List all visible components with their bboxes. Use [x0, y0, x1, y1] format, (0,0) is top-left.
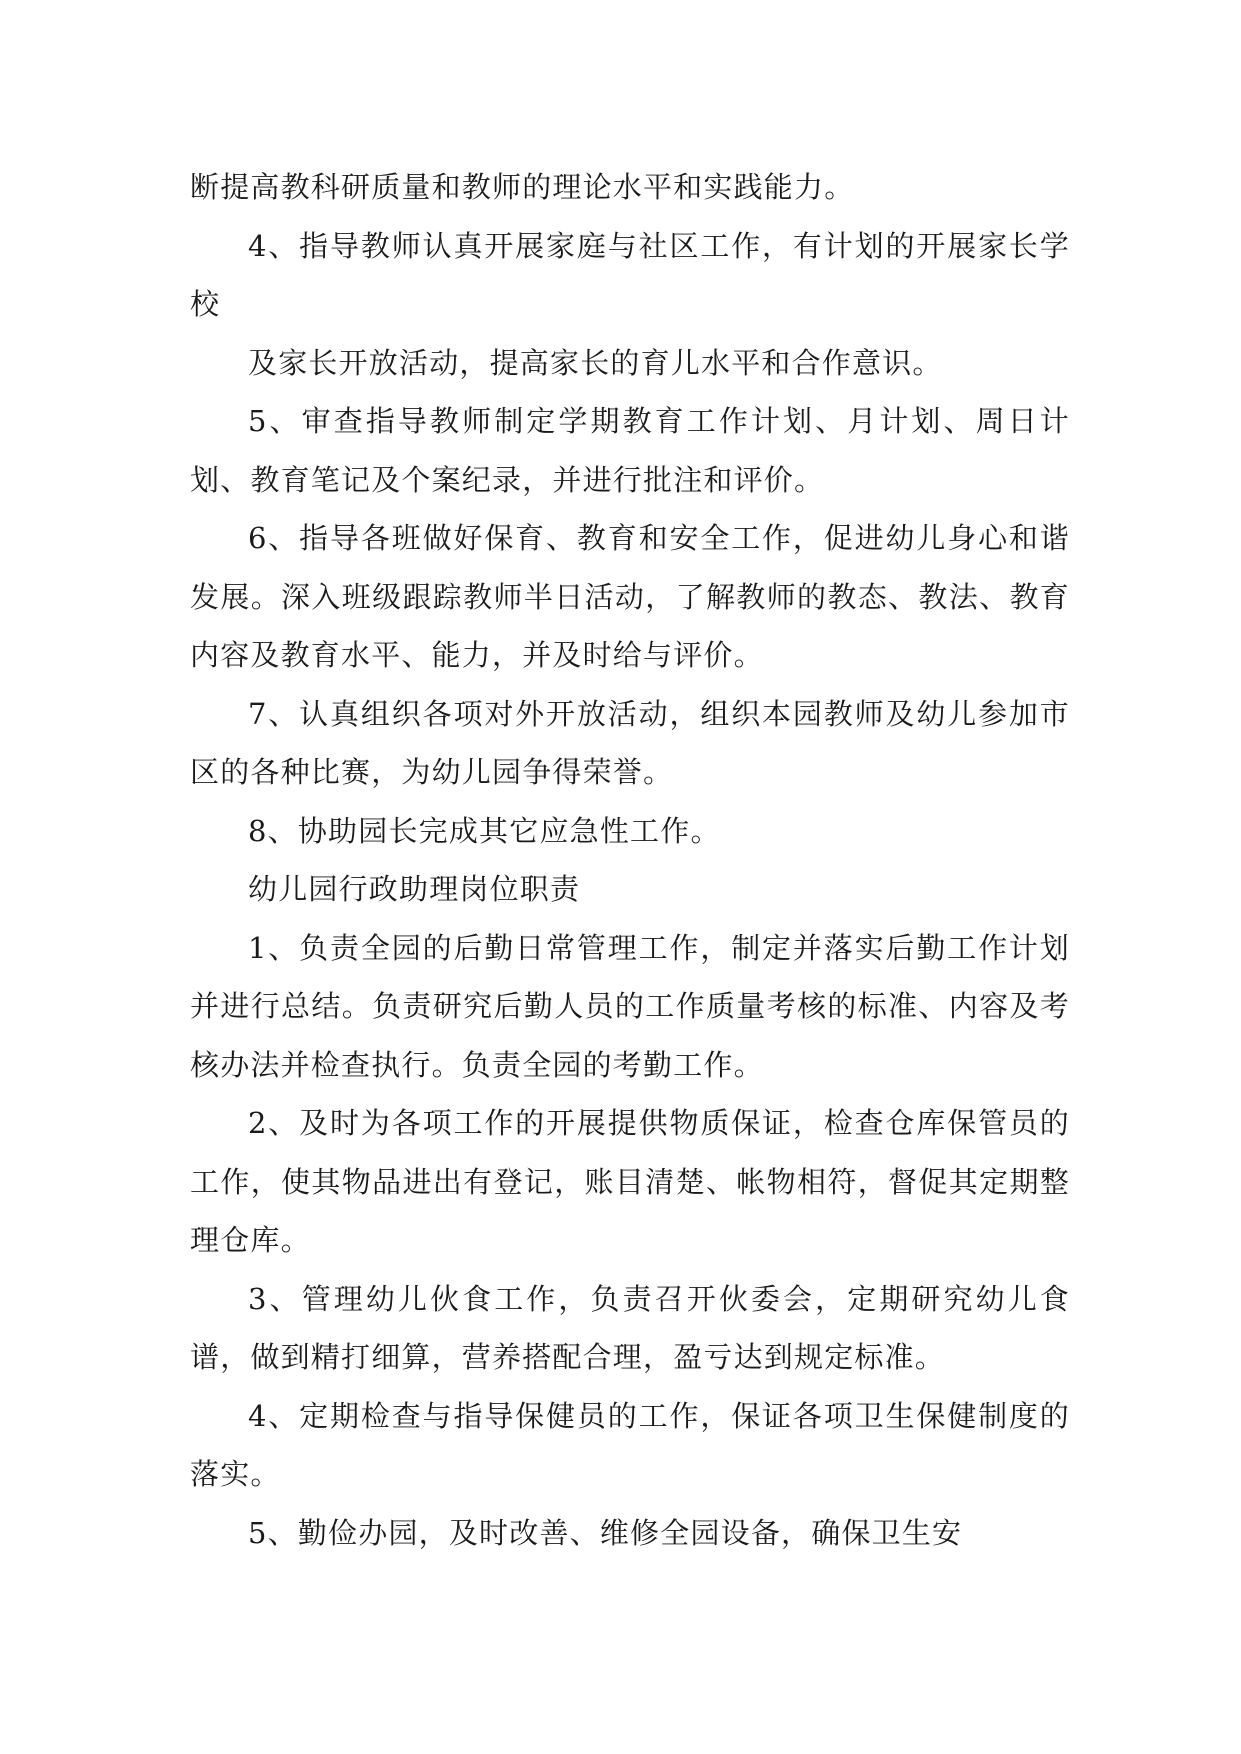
paragraph: 5、审查指导教师制定学期教育工作计划、月计划、周日计划、教育笔记及个案纪录，并进行批注和评价。	[190, 404, 1070, 497]
paragraph: 4、指导教师认真开展家庭与社区工作，有计划的开展家长学校	[190, 228, 1070, 321]
paragraph: 及家长开放活动，提高家长的育儿水平和合作意识。	[248, 345, 943, 380]
paragraph: 8、协助园长完成其它应急性工作。	[248, 813, 721, 848]
paragraph: 1、负责全园的后勤日常管理工作，制定并落实后勤工作计划并进行总结。负责研究后勤人员的工作质量考核的标准、内容及考核办法并检查执行。负责全园的考勤工作。	[190, 930, 1070, 1082]
paragraph: 7、认真组织各项对外开放活动，组织本园教师及幼儿参加市区的各种比赛，为幼儿园争得荣誉。	[190, 696, 1070, 789]
paragraph: 2、及时为各项工作的开展提供物质保证，检查仓库保管员的工作，使其物品进出有登记，账目清楚、帐物相符，督促其定期整理仓库。	[190, 1106, 1070, 1257]
section-heading: 幼儿园行政助理岗位职责	[248, 872, 581, 906]
document-body	[190, 158, 1070, 1562]
paragraph: 断提高教科研质量和教师的理论水平和实践能力。	[190, 170, 855, 204]
paragraph: 3、管理幼儿伙食工作，负责召开伙委会，定期研究幼儿食谱，做到精打细算，营养搭配合理，盈亏达到规定标准。	[190, 1281, 1070, 1374]
paragraph: 4、定期检查与指导保健员的工作，保证各项卫生保健制度的落实。	[190, 1398, 1070, 1491]
paragraph: 6、指导各班做好保育、教育和安全工作，促进幼儿身心和谐发展。深入班级跟踪教师半日活动，了解教师的教态、教法、教育内容及教育水平、能力，并及时给与评价。	[190, 521, 1070, 672]
paragraph: 5、勤俭办园，及时改善、维修全园设备，确保卫生安	[248, 1515, 963, 1550]
